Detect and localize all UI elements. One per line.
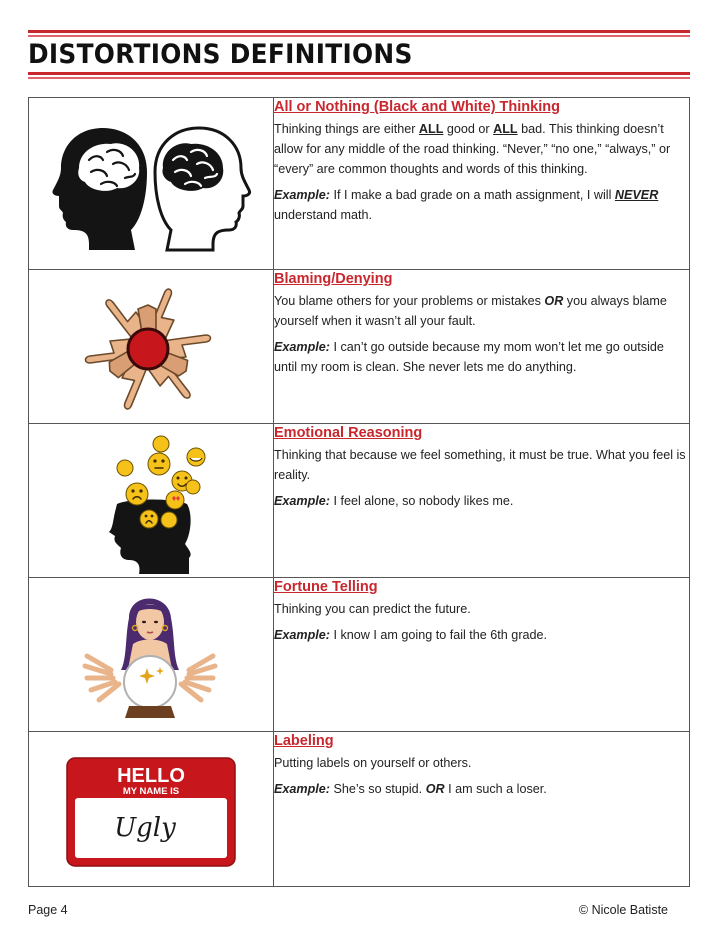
- name-tag-name: Ugly: [114, 813, 176, 843]
- image-cell: [29, 732, 274, 887]
- term-description: Putting labels on yourself or others.: [274, 756, 472, 770]
- pointing-hands-icon: [29, 270, 273, 423]
- image-cell: [29, 578, 274, 732]
- term-example: Example: If I make a bad grade on a math assignment, I will NEVER understand math.: [274, 188, 659, 222]
- copyright: © Nicole Batiste: [578, 903, 668, 917]
- page-title: DISTORTIONS DEFINITIONS: [28, 39, 413, 70]
- term-description: Thinking that because we feel something, it must be true. What you feel is reality.: [274, 448, 686, 482]
- image-cell: [29, 270, 274, 424]
- image-cell: [29, 98, 274, 270]
- name-tag-subtitle: MY NAME IS: [122, 786, 180, 797]
- definition-cell: [274, 732, 690, 887]
- definitions-table: [28, 97, 690, 887]
- term-description: Thinking things are either ALL good or ALL bad. This thinking doesn’t allow for any middle of the road thinking. “Never,” “no one,” “always,” or “every” are common thoughts and words of this thinking.: [274, 122, 671, 176]
- name-tag-icon: [29, 732, 273, 886]
- term-title: All or Nothing (Black and White) Thinking: [274, 99, 560, 115]
- term-example: Example: I feel alone, so nobody likes me.: [274, 494, 514, 508]
- name-tag-hello: HELLO: [117, 765, 185, 787]
- term-example: Example: She’s so stupid. OR I am such a loser.: [274, 782, 547, 796]
- table-row: [29, 578, 690, 732]
- term-title: Emotional Reasoning: [274, 425, 423, 441]
- table-row: [29, 98, 690, 270]
- fortune-teller-icon: [29, 578, 273, 731]
- two-brains-icon: [29, 98, 273, 269]
- term-example: Example: I can’t go outside because my mom won’t let me go outside until my room is clean. She never lets me do anything.: [274, 340, 664, 374]
- term-title: Labeling: [274, 733, 334, 749]
- emoji-head-icon: [29, 424, 273, 577]
- title-rule-top: [28, 30, 690, 33]
- term-title: Fortune Telling: [274, 579, 378, 595]
- definition-cell: [274, 98, 690, 270]
- page-number: Page 4: [28, 903, 68, 917]
- term-title: Blaming/Denying: [274, 271, 393, 287]
- term-example: Example: I know I am going to fail the 6th grade.: [274, 628, 548, 642]
- table-row: [29, 424, 690, 578]
- term-description: Thinking you can predict the future.: [274, 602, 471, 616]
- title-rule-bottom: [28, 72, 690, 75]
- title-rule-bottom-thin: [28, 77, 690, 79]
- title-rule-top-thin: [28, 35, 690, 37]
- image-cell: [29, 424, 274, 578]
- table-row: [29, 270, 690, 424]
- definition-cell: [274, 578, 690, 732]
- definition-cell: [274, 270, 690, 424]
- table-row: [29, 732, 690, 887]
- term-description: You blame others for your problems or mistakes OR you always blame yourself when it wasn’t all your fault.: [274, 294, 667, 328]
- definition-cell: [274, 424, 690, 578]
